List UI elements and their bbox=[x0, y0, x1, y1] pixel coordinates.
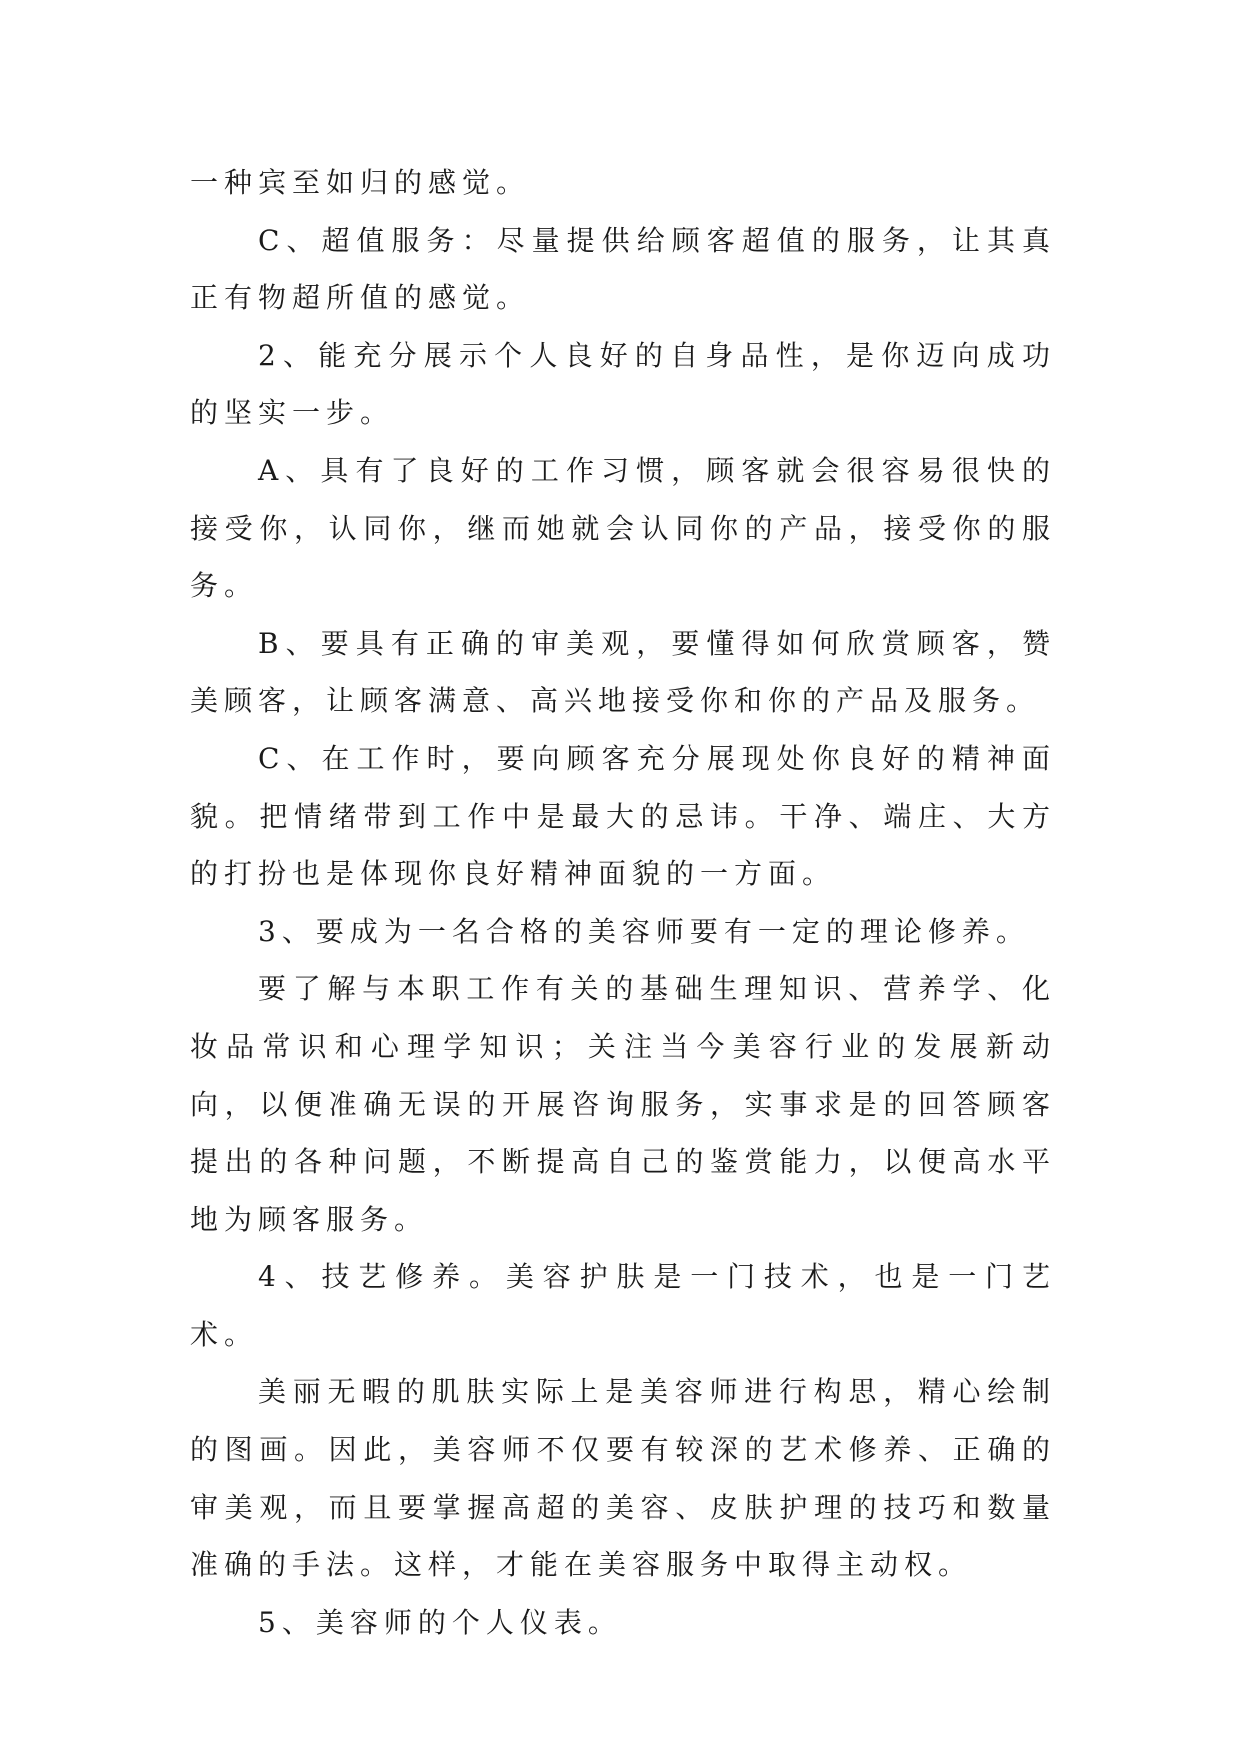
paragraph-appearance-heading: 5、美容师的个人仪表。 bbox=[258, 1605, 622, 1639]
paragraph-personal-character: 2、能充分展示个人良好的自身品性，是你迈向成功的坚实一步。 bbox=[190, 338, 1056, 430]
paragraph-theory-body: 要了解与本职工作有关的基础生理知识、营养学、化妆品常识和心理学知识；关注当今美容行业的发展新动向，以便准确无误的开展咨询服务，实事求是的回答顾客提出的各种问题，不断提高自己的鉴赏能力，以便高水平地为顾客服务。 bbox=[190, 972, 1056, 1236]
paragraph-spirit: C、在工作时，要向顾客充分展现处你良好的精神面貌。把情绪带到工作中是最大的忌讳。干净、端庄、大方的打扮也是体现你良好精神面貌的一方面。 bbox=[190, 741, 1056, 891]
paragraph-continuation: 一种宾至如归的感觉。 bbox=[190, 166, 531, 199]
paragraph-aesthetics: B、要具有正确的审美观，要懂得如何欣赏顾客，赞美顾客，让顾客满意、高兴地接受你和你的产品及服务。 bbox=[190, 626, 1056, 718]
paragraph-theory-heading: 3、要成为一名合格的美容师要有一定的理论修养。 bbox=[258, 914, 1030, 948]
paragraph-work-habits: A、具有了良好的工作习惯，顾客就会很容易很快的接受你，认同你，继而她就会认同你的产品，接受你的服务。 bbox=[190, 453, 1056, 603]
document-body bbox=[190, 154, 1056, 1651]
paragraph-value-service: C、超值服务：尽量提供给顾客超值的服务，让其真正有物超所值的感觉。 bbox=[190, 223, 1056, 315]
paragraph-skill-heading: 4、技艺修养。美容护肤是一门技术，也是一门艺术。 bbox=[190, 1260, 1056, 1351]
paragraph-skill-body: 美丽无暇的肌肤实际上是美容师进行构思，精心绘制的图画。因此，美容师不仅要有较深的艺术修养、正确的审美观，而且要掌握高超的美容、皮肤护理的技巧和数量准确的手法。这样，才能在美容服务中取得主动权。 bbox=[190, 1375, 1056, 1582]
